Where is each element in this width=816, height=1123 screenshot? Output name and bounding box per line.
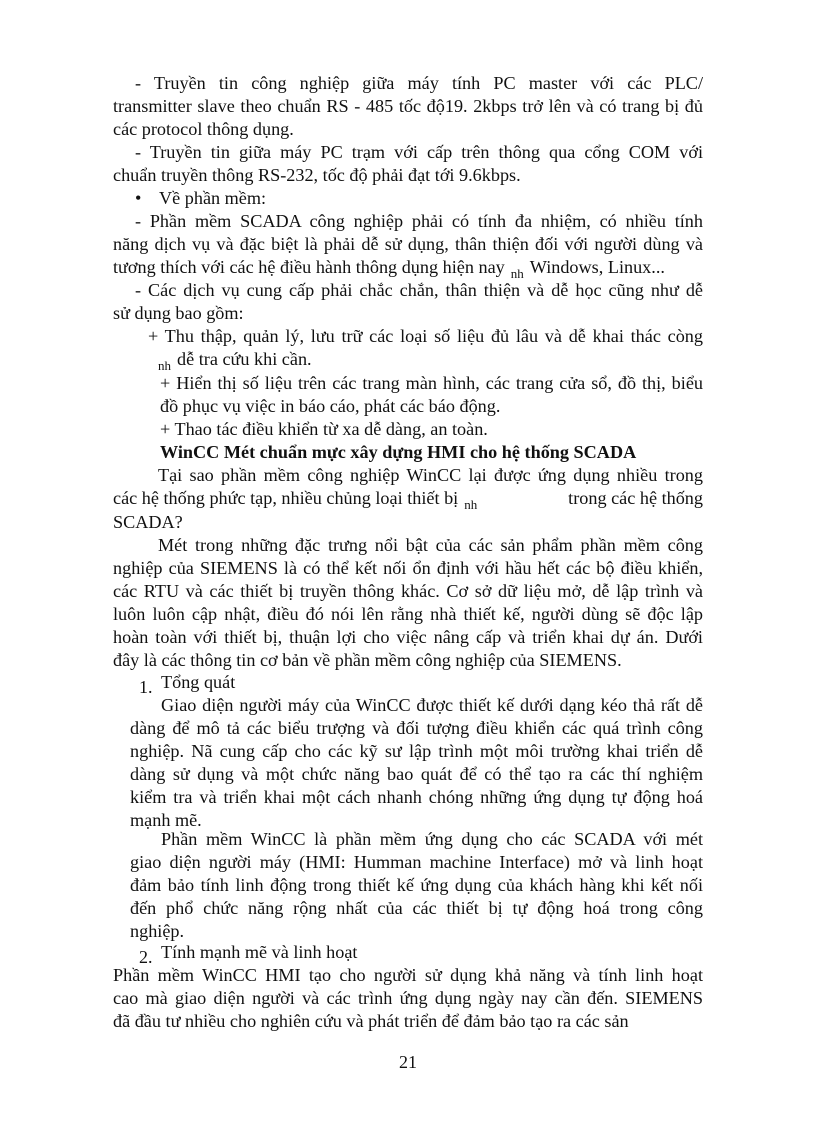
text-line: Giao diện người máy của WinCC được thiết kế dưới dạng kéo thả rất dễ <box>161 695 703 715</box>
text-line: - Phần mềm SCADA công nghiệp phải có tính đa nhiệm, có nhiều tính <box>135 211 703 231</box>
text-line: đến phổ chức năng rộng nhất của các thiết bị tự động hoá trong công <box>130 898 703 919</box>
section-title-text: Tổng quát <box>161 672 236 692</box>
text-line: Phần mềm WinCC là phần mềm ứng dụng cho các SCADA với mét <box>161 829 703 849</box>
text-line: đã đầu tư nhiều cho nghiên cứu và phát triển để đảm bảo tạo ra các sản <box>113 1011 629 1032</box>
text-line: Phần mềm WinCC HMI tạo cho người sử dụng khả năng và tính linh hoạt <box>113 965 703 985</box>
text-line: nghiệp của SIEMENS là có thể kết nối ổn định với hầu hết các bộ điều khiển, <box>113 558 703 579</box>
text-line: chuẩn truyền thông RS-232, tốc độ phải đạt tới 9.6kbps. <box>113 165 521 186</box>
section-1-title <box>161 671 703 694</box>
heading-text: WinCC Mét chuẩn mực xây dựng HMI cho hệ thống SCADA <box>160 442 637 462</box>
text-line: mạnh mẽ. <box>130 810 202 831</box>
paragraph-power <box>113 964 703 1033</box>
nh-fragment: nh <box>510 266 524 282</box>
text-line <box>113 256 703 280</box>
bullet-software <box>113 187 703 210</box>
bullet-icon: • <box>135 188 142 208</box>
text-line: + Thu thập, quản lý, lưu trữ các loại số liệu đủ lâu và dễ khai thác còng <box>148 326 703 346</box>
text-line <box>113 487 703 511</box>
text-line <box>148 348 703 372</box>
section-1-number: 1. <box>139 677 153 697</box>
text-line: giao diện người máy (HMI: Humman machine Interface) mở và linh hoạt <box>130 852 703 873</box>
section-2-number: 2. <box>139 947 153 967</box>
text-fragment: Windows, Linux... <box>529 257 665 278</box>
text-line: Tại sao phần mềm công nghiệp WinCC lại được ứng dụng nhiều trong <box>158 465 703 485</box>
paragraph-rs232 <box>113 141 703 187</box>
text-line: dàng để mô tả các biểu trượng và đối tượng điều khiển các quá trình công <box>130 718 703 739</box>
paragraph-collect <box>148 325 703 372</box>
paragraph-services <box>113 279 703 325</box>
section-heading <box>160 441 703 464</box>
text-line: hoàn toàn với thiết bị, thuận lợi cho việc nâng cấp và triển khai dự án. Dưới <box>113 627 703 648</box>
paragraph-why-wincc <box>113 464 703 534</box>
text-fragment: trong các hệ thống <box>568 488 703 509</box>
text-line: dàng sử dụng và một chức năng bao quát để có thể tạo ra các thí nghiệm <box>130 764 703 785</box>
text-line: các RTU và các thiết bị truyền thông khác. Cơ sở dữ liệu mở, dễ lập trình và <box>113 581 703 602</box>
text-fragment: tương thích với các hệ điều hành thông dụng hiện nay <box>113 257 505 278</box>
text-line: các protocol thông dụng. <box>113 119 294 140</box>
paragraph-rs485 <box>113 72 703 141</box>
nh-fragment: nh <box>158 358 171 374</box>
text-line: đây là các thông tin cơ bản về phần mềm công nghiệp của SIEMENS. <box>113 650 622 671</box>
text-line: sử dụng bao gồm: <box>113 303 244 324</box>
text-line: đồ phục vụ việc in báo cáo, phát các báo động. <box>160 396 501 417</box>
text-line: đảm bảo tính linh động trong thiết kế ứng dụng của khách hàng khi kết nối <box>130 875 703 896</box>
paragraph-remote <box>160 418 703 441</box>
text-line: - Truyền tin giữa máy PC trạm với cấp trên thông qua cổng COM với <box>135 142 703 162</box>
section-title-text: Tính mạnh mẽ và linh hoạt <box>161 942 358 962</box>
text-fragment: dễ tra cứu khi cần. <box>177 349 312 370</box>
paragraph-overview <box>130 694 703 833</box>
text-line: + Hiển thị số liệu trên các trang màn hình, các trang cửa sổ, đồ thị, biểu <box>160 373 703 393</box>
nh-fragment: nh <box>464 497 478 513</box>
paragraph-siemens <box>113 534 703 673</box>
text-line: nghiệp. <box>130 921 185 942</box>
text-line: kiểm tra và triển khai một cách nhanh chóng những ứng dụng tự động hoá <box>130 787 703 808</box>
paragraph-scada-software <box>113 210 703 280</box>
bullet-label: Về phần mềm: <box>159 188 267 208</box>
paragraph-wincc-scada <box>130 828 703 943</box>
text-line: Mét trong những đặc trưng nổi bật của các sản phẩm phần mềm công <box>158 535 703 555</box>
page-number: 21 <box>399 1052 417 1072</box>
paragraph-display <box>160 372 703 418</box>
text-line: SCADA? <box>113 512 183 533</box>
text-line: transmitter slave theo chuẩn RS - 485 tốc độ19. 2kbps trở lên và có trang bị đủ <box>113 96 703 117</box>
text-line: cao mà giao diện người và các trình ứng dụng ngày nay cần đến. SIEMENS <box>113 988 703 1009</box>
section-2-title <box>161 941 703 964</box>
text-line: năng dịch vụ và đặc biệt là phải dễ sử dụng, thân thiện đối với người dùng và <box>113 234 703 255</box>
text-line: - Các dịch vụ cung cấp phải chắc chắn, thân thiện và dễ học cũng như dễ <box>135 280 703 300</box>
text-fragment: các hệ thống phức tạp, nhiều chủng loại thiết bị <box>113 488 459 509</box>
text-line: - Truyền tin công nghiệp giữa máy tính PC master với các PLC/ <box>135 73 703 93</box>
text-line: + Thao tác điều khiển từ xa dễ dàng, an toàn. <box>160 419 488 439</box>
text-line: luôn luôn cập nhật, điều đó nói lên rằng nhà thiết kế, người dùng sẽ độc lập <box>113 604 703 625</box>
text-line: nghiệp. Nã cung cấp cho các kỹ sư lập trình một môi trường khai triển dễ <box>130 741 703 762</box>
